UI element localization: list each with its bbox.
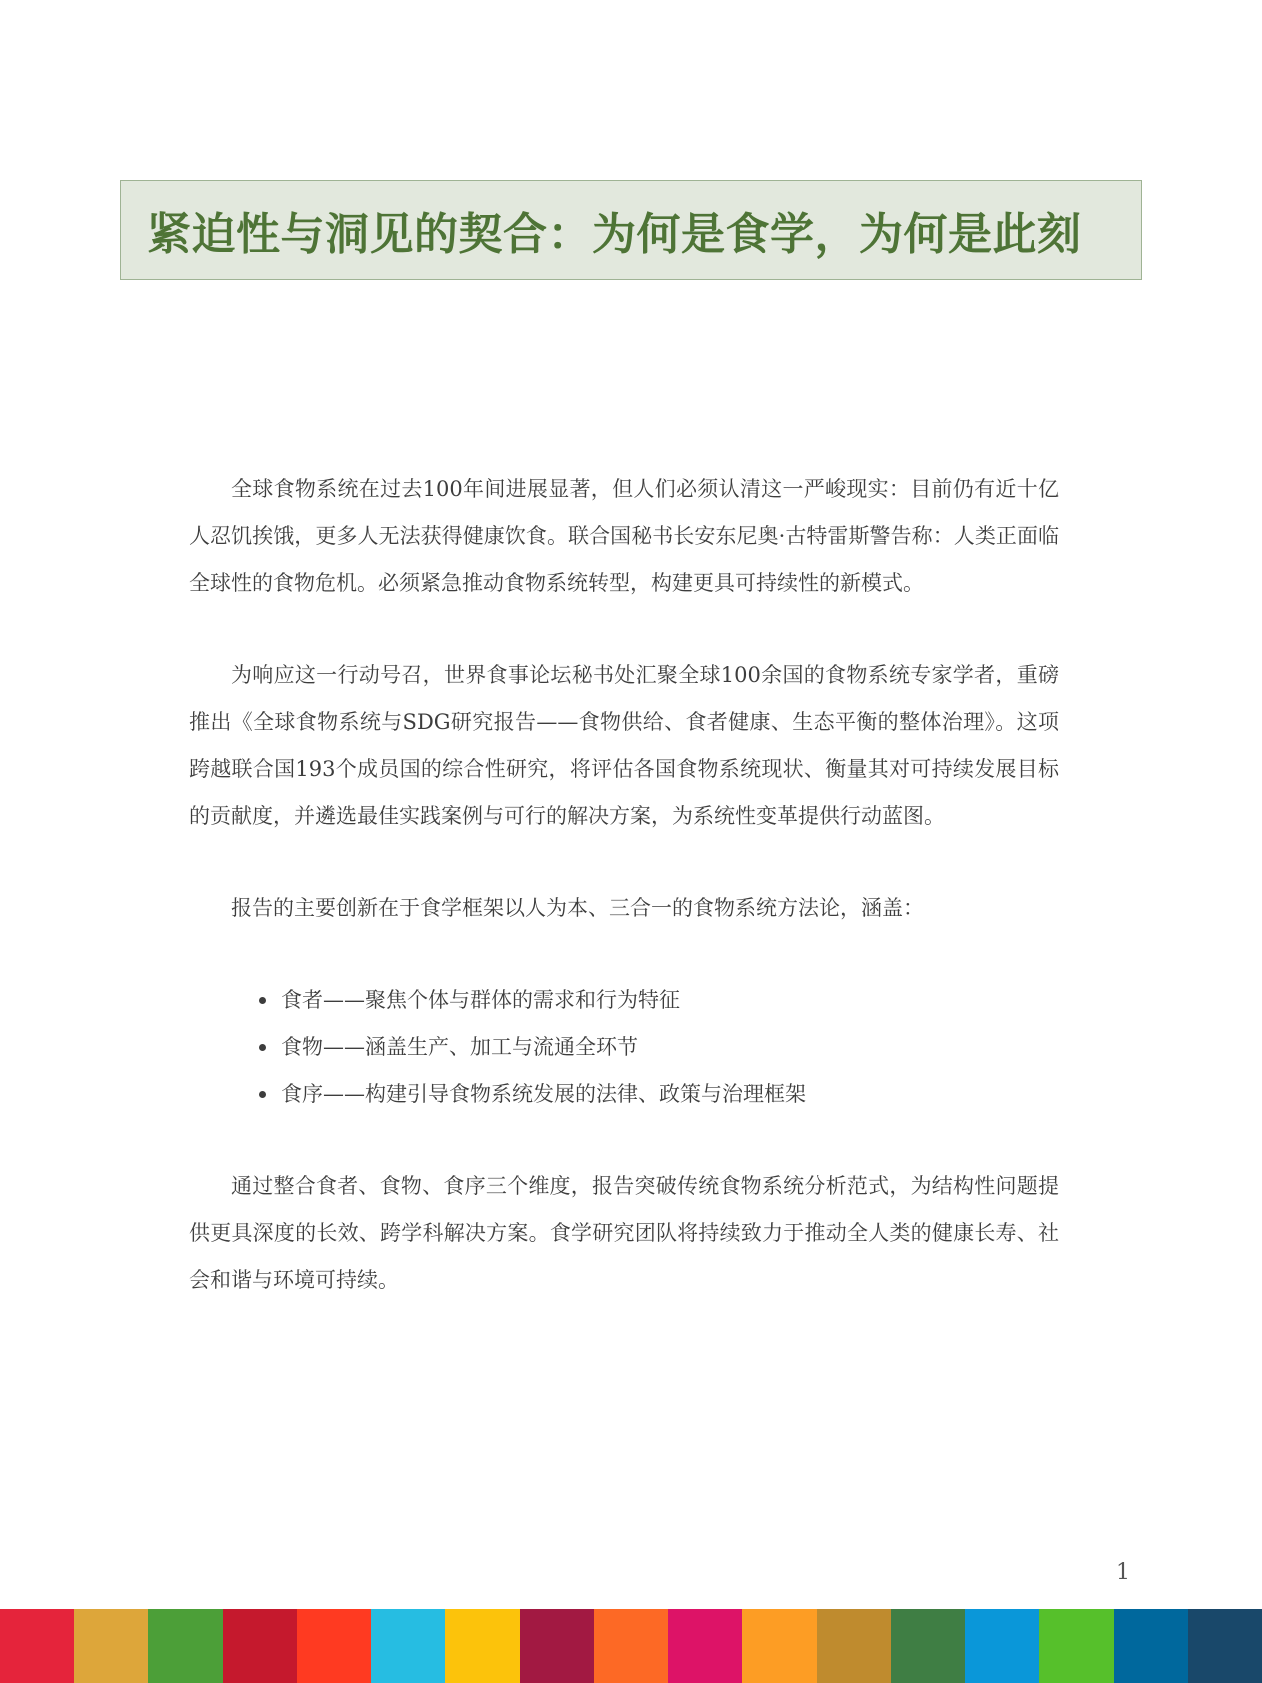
list-item-eater: 食者——聚焦个体与群体的需求和行为特征 <box>259 977 1059 1024</box>
page-number: 1 <box>1116 1560 1130 1585</box>
sdg-color-block-3 <box>148 1609 222 1683</box>
framework-list <box>189 977 1059 1118</box>
sdg-color-block-17 <box>1188 1609 1262 1683</box>
main-content <box>189 466 1059 1304</box>
sdg-color-block-8 <box>520 1609 594 1683</box>
paragraph-report: 为响应这一行动号召，世界食事论坛秘书处汇聚全球100余国的食物系统专家学者，重磅推出《全球食物系统与SDG研究报告——食物供给、食者健康、生态平衡的整体治理》。这项跨越联合国193个成员国的综合性研究，将评估各国食物系统现状、衡量其对可持续发展目标的贡献度，并遴选最佳实践案例与可行的解决方案，为系统性变革提供行动蓝图。 <box>189 663 1059 828</box>
title-banner <box>120 180 1142 280</box>
list-item-food: 食物——涵盖生产、加工与流通全环节 <box>259 1024 1059 1071</box>
sdg-color-block-5 <box>297 1609 371 1683</box>
list-item-order: 食序——构建引导食物系统发展的法律、政策与治理框架 <box>259 1071 1059 1118</box>
sdg-color-block-16 <box>1114 1609 1188 1683</box>
paragraph-innovation: 报告的主要创新在于食学框架以人为本、三合一的食物系统方法论，涵盖： <box>231 896 924 920</box>
sdg-color-block-4 <box>223 1609 297 1683</box>
sdg-color-block-6 <box>371 1609 445 1683</box>
page-title: 紧迫性与洞见的契合：为何是食学，为何是此刻 <box>147 209 1082 260</box>
sdg-color-block-15 <box>1039 1609 1113 1683</box>
sdg-color-block-12 <box>817 1609 891 1683</box>
sdg-color-block-2 <box>74 1609 148 1683</box>
sdg-color-block-7 <box>445 1609 519 1683</box>
sdg-color-bar <box>0 1609 1262 1683</box>
paragraph-closing: 通过整合食者、食物、食序三个维度，报告突破传统食物系统分析范式，为结构性问题提供更具深度的长效、跨学科解决方案。食学研究团队将持续致力于推动全人类的健康长寿、社会和谐与环境可持续。 <box>189 1174 1059 1292</box>
sdg-color-block-11 <box>742 1609 816 1683</box>
sdg-color-block-1 <box>0 1609 74 1683</box>
sdg-color-block-10 <box>668 1609 742 1683</box>
paragraph-intro: 全球食物系统在过去100年间进展显著，但人们必须认清这一严峻现实：目前仍有近十亿人忍饥挨饿，更多人无法获得健康饮食。联合国秘书长安东尼奥·古特雷斯警告称：人类正面临全球性的食物危机。必须紧急推动食物系统转型，构建更具可持续性的新模式。 <box>189 477 1059 595</box>
sdg-color-block-13 <box>891 1609 965 1683</box>
sdg-color-block-9 <box>594 1609 668 1683</box>
sdg-color-block-14 <box>965 1609 1039 1683</box>
